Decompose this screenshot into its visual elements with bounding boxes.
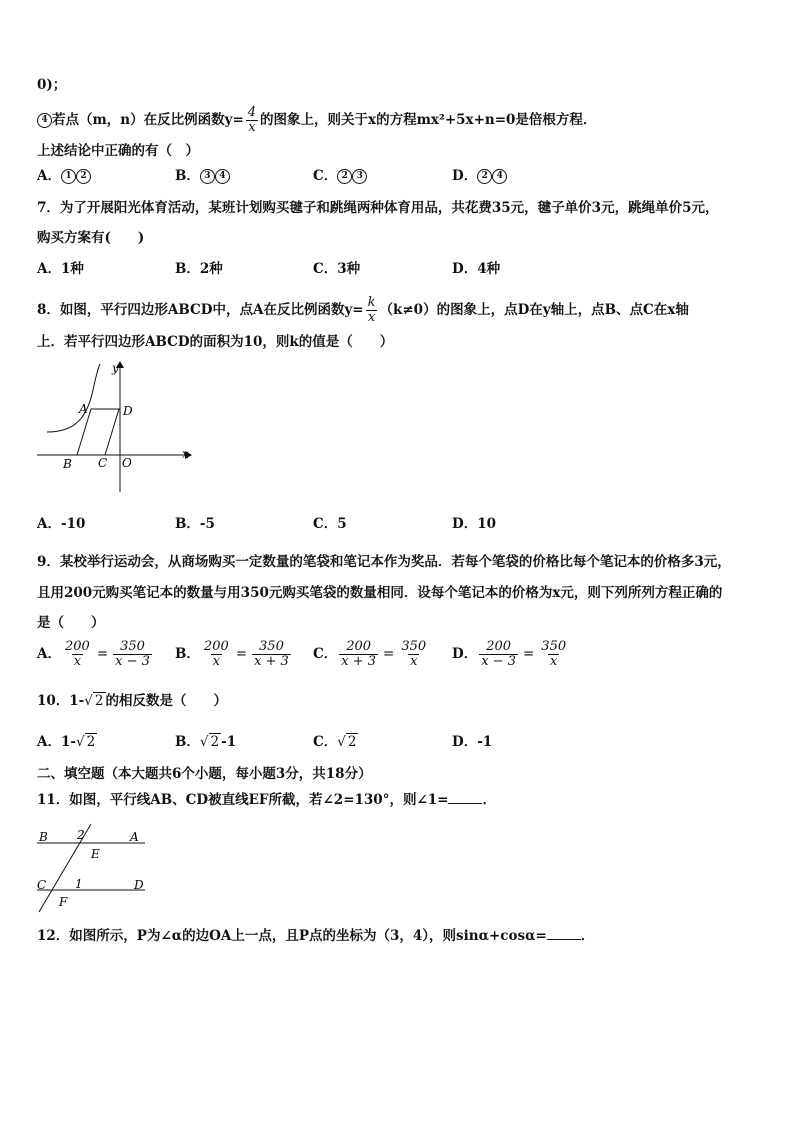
circled-number: 1 [61,169,76,184]
q8-prefix: 8．如图，平行四边形ABCD中，点A在反比例函数y= [37,302,364,318]
fraction-numerator: 350 [541,639,567,654]
fraction-right [399,640,428,669]
q10-option-b [175,733,236,751]
sqrt-expression: √ 2 [75,734,96,750]
fraction-numerator: 350 [401,639,427,654]
q6-option-a [37,167,91,185]
circled-number: 3 [200,169,215,184]
label-o: O [122,456,132,470]
q12-text: 12．如图所示，P为∠α的边OA上一点，且P点的坐标为（3，4），则sinα+cosα= [37,928,547,944]
label-a: A [130,830,139,844]
label-d: D [123,404,133,418]
answer-blank[interactable] [448,791,482,804]
equals-sign: = [522,646,535,662]
q9-line-1: 9．某校举行运动会，从商场购买一定数量的笔袋和笔记本作为奖品．若每个笔袋的价格比每个笔记本的价格多3元， [37,554,731,570]
q9-line-3: 是（ ） [37,615,105,631]
sqrt-expression: √ 2 [337,734,357,750]
option-label: D． [452,168,478,184]
label-d: D [134,878,144,892]
q10-suffix: 的相反数是（ ） [105,693,227,709]
q8-suffix: （k≠0）的图象上，点D在y轴上，点B、点C在x轴 [379,302,689,318]
label-b: B [39,830,48,844]
fraction-numerator: 200 [346,639,372,654]
circled-number: 4 [215,169,230,184]
q10-option-c [313,733,358,751]
q10-option-a [37,733,97,751]
label-c: C [37,878,47,892]
q11-parallel-lines-figure [35,822,155,914]
label-x: x [182,447,189,461]
label-a: A [79,402,88,416]
q10-question [37,692,227,710]
fraction-left [202,640,231,669]
equals-sign: = [383,646,395,662]
fraction-denominator: x [212,654,220,669]
q7-option-b: B．2种 [175,261,223,277]
option-label: B． [175,734,200,750]
circled-number: 4 [492,169,507,184]
label-y: y [112,361,119,375]
option-label: C． [313,168,338,184]
q12-end: ． [580,928,595,944]
fraction-numerator: 200 [203,639,229,654]
fraction-denominator: x [73,654,82,669]
radicand: 2 [86,734,96,750]
fraction-denominator: x + 3 [254,654,289,669]
q9-option-a [37,640,154,669]
q11-text: 11．如图，平行线AB、CD被直线EF所截，若∠2=130°，则∠1= [37,792,449,808]
option-label: A． [37,646,61,662]
q6-option-b [175,167,230,185]
q7-line-2: 购买方案有( ) [37,230,145,246]
q7-option-d: D．4种 [452,261,501,277]
fraction-denominator: x [410,654,418,669]
q11-question [37,791,496,809]
q9-option-b [175,640,293,669]
q8-line-2: 上．若平行四边形ABCD的面积为10，则k的值是（ ） [37,334,394,350]
label-c: C [98,456,108,470]
answer-blank[interactable] [547,927,581,940]
fraction-numerator: 200 [64,639,90,654]
hyperbola-curve [47,364,100,432]
fraction-k-over-x [366,296,378,325]
q11-end: ． [482,792,496,808]
option-label: B． [175,168,200,184]
q8-parallelogram-figure [35,360,195,495]
radicand: 2 [210,734,220,750]
label-1: 1 [75,877,83,891]
radicand: 2 [94,693,104,709]
option-label: C． [313,734,338,750]
fraction-left [479,640,518,669]
q7-option-c: C．3种 [313,261,361,277]
statement-4 [37,106,596,135]
fraction-denominator: x − 3 [115,654,150,669]
q9-option-c [313,640,430,669]
fraction-4-over-x [246,106,258,135]
label-f: F [59,895,68,909]
conclusion-question: 上述结论中正确的有（ ） [37,143,199,159]
radicand: 2 [347,734,357,750]
option-label: A．1- [37,734,76,750]
equals-sign: = [235,646,248,662]
section-heading: 二、填空题（本大题共6个小题，每小题3分，共18分） [37,766,372,782]
option-suffix: -1 [221,734,237,750]
fraction-left [63,640,92,669]
q6-option-d [452,167,507,185]
label-e: E [91,847,100,861]
q7-option-a: A．1种 [37,261,84,277]
label-b: B [63,457,72,471]
circled-number: 3 [352,169,367,184]
q8-line-1 [37,296,689,325]
fraction-numerator: 200 [486,639,512,654]
fraction-right [252,640,291,669]
fraction-numerator: 4 [247,105,257,120]
statement-4-prefix: 若点（m，n）在反比例函数y= [52,112,244,128]
q7-line-1: 7．为了开展阳光体育活动，某班计划购买毽子和跳绳两种体育用品，共花费35元，毽子单价3元，跳绳单价5元， [37,200,719,216]
q10-option-d: D．-1 [452,734,493,750]
q12-question [37,927,594,945]
fraction-numerator: k [367,295,376,310]
option-label: C． [313,646,338,662]
q9-line-2: 且用200元购买笔记本的数量与用350元购买笔袋的数量相同．设每个笔记本的价格为x元，则下列所列方程正确的 [37,585,723,601]
q8-option-d: D．10 [452,516,496,532]
fraction-numerator: 350 [259,639,284,654]
circled-number: 2 [337,169,352,184]
circled-number: 2 [477,169,492,184]
fraction-denominator: x [248,120,256,135]
fraction-right [113,640,152,669]
q8-option-b: B．-5 [175,516,215,532]
q10-prefix: 10．1- [37,693,85,709]
label-2: 2 [77,828,85,842]
fraction-denominator: x − 3 [481,654,516,669]
sqrt-expression: √ 2 [199,734,220,750]
option-label: A． [37,168,61,184]
circled-number: 4 [37,113,52,128]
fraction-denominator: x [550,654,558,669]
fraction-denominator: x [367,310,376,325]
statement-4-suffix: 的图象上，则关于x的方程mx²+5x+n=0是倍根方程． [260,112,597,128]
q6-option-c [313,167,367,185]
fraction-numerator: 350 [120,639,145,654]
fraction-right [539,640,568,669]
sqrt-expression: √ 2 [84,693,104,709]
q8-option-a: A．-10 [37,516,86,532]
fraction-denominator: x + 3 [341,654,377,669]
line-continuation: 0)； [37,77,67,93]
q9-option-d [452,640,570,669]
equals-sign: = [96,646,109,662]
circled-number: 2 [76,169,91,184]
option-label: D． [452,646,478,662]
fraction-left [339,640,378,669]
option-label: B． [175,646,200,662]
q8-option-c: C．5 [313,516,347,532]
